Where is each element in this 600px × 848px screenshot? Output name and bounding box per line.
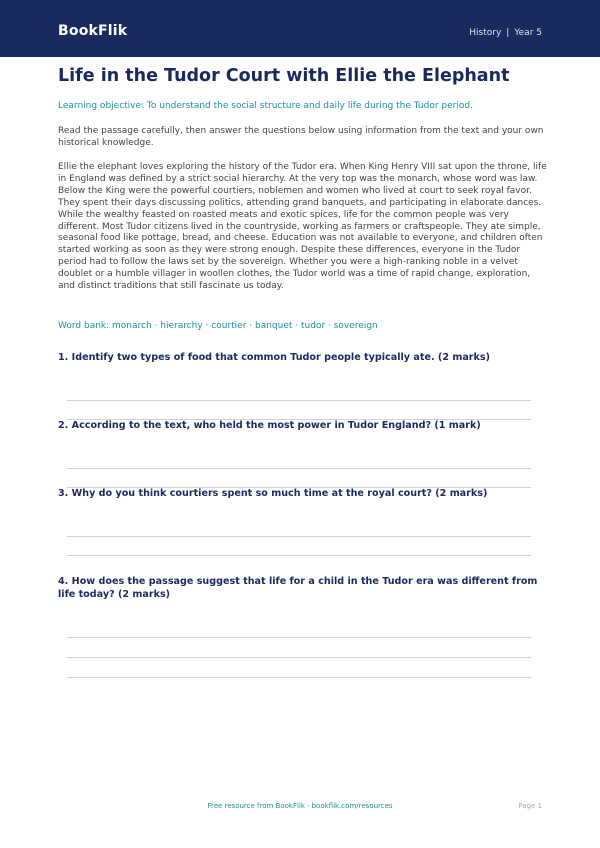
year-label: Year 5: [514, 28, 542, 38]
reading-passage: Ellie the elephant loves exploring the history of the Tudor era. When King Henry VIII sat upon the throne, life in England was defined by a strict social hierarchy. At the very top was the monarch, whose word was law. Below the King were the powerful courtiers, noblemen and women who lived at court to seek royal favor. They spent their days discussing politics, attending grand banquets, and participating in elaborate dances. While the wealthy feasted on roasted meats and exotic spices, life for the common people was very different. Most Tudor citizens lived in the countryside, working as farmers or craftspeople. They ate simple, seasonal food like pottage, bread, and cheese. Education was not available to everyone, and children often started working as soon as they were strong enough. Despite these differences, everyone in the Tudor period had to follow the laws set by the sovereign. Whether you were a high-ranking noble in a velvet doublet or a humble villager in woollen clothes, the Tudor world was a time of rapid change, exploration, and distinct traditions that still fascinate us today.: [58, 162, 547, 292]
subject-label: History: [469, 28, 502, 38]
question-4: 4. How does the passage suggest that life for a child in the Tudor era was different from life today? (2 marks): [58, 576, 538, 600]
footer-resource-link[interactable]: Free resource from BookFlik · bookflik.com/resources: [207, 802, 393, 810]
answer-line[interactable]: [67, 468, 531, 469]
answer-line[interactable]: [67, 657, 531, 658]
page-number: Page 1: [518, 802, 542, 810]
answer-line[interactable]: [67, 536, 531, 537]
brand-logo[interactable]: BookFlik: [58, 23, 128, 39]
page-title: Life in the Tudor Court with Ellie the Elephant: [58, 66, 510, 86]
header-bar: [0, 0, 600, 57]
subject-year: [469, 28, 542, 38]
instructions-text: Read the passage carefully, then answer the questions below using information from the text and your own historical knowledge.: [58, 126, 544, 148]
answer-line[interactable]: [67, 677, 531, 678]
question-1: 1. Identify two types of food that common Tudor people typically ate. (2 marks): [58, 352, 491, 363]
word-bank: Word bank: monarch · hierarchy · courtier · banquet · tudor · sovereign: [58, 321, 378, 331]
learning-objective: Learning objective: To understand the social structure and daily life during the Tudor period.: [58, 101, 473, 111]
question-3: 3. Why do you think courtiers spent so much time at the royal court? (2 marks): [58, 488, 488, 499]
question-2: 2. According to the text, who held the most power in Tudor England? (1 mark): [58, 420, 481, 431]
answer-line[interactable]: [67, 555, 531, 556]
answer-line[interactable]: [67, 400, 531, 401]
answer-line[interactable]: [67, 637, 531, 638]
header-separator: |: [506, 28, 510, 38]
